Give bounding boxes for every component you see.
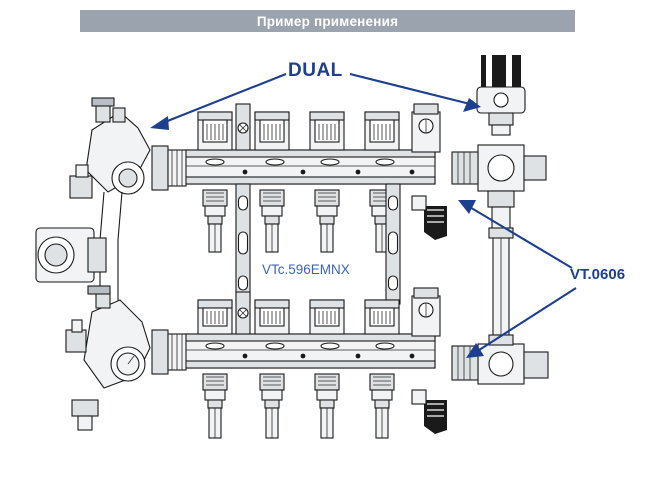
bottom-air-vent [412, 288, 440, 336]
top-outlet-fittings [203, 190, 394, 252]
top-flow-meters [198, 104, 399, 150]
left-top-mixing-unit [36, 98, 186, 330]
callout-arrow-vt0606-upper [458, 200, 572, 268]
bottom-thermostatic-valves [198, 292, 399, 334]
manifold-model-label: VTc.596EMNX [262, 262, 350, 277]
left-bottom-mixing-unit [66, 286, 186, 430]
callout-label-dual: DUAL [288, 60, 343, 81]
right-upper-ball-valve [452, 145, 546, 335]
callout-label-vt0606: VT.0606 [570, 266, 626, 283]
bottom-outlet-fittings [203, 374, 394, 438]
thermo-actuator-upper [412, 196, 447, 240]
page-title: Пример применения [256, 13, 399, 29]
thermo-actuator-lower [412, 390, 447, 434]
right-lower-ball-valve [452, 335, 548, 384]
top-air-vent [412, 104, 440, 152]
bottom-manifold-bar [185, 334, 435, 368]
top-manifold-bar [185, 150, 435, 184]
right-dual-actuator [477, 55, 525, 135]
